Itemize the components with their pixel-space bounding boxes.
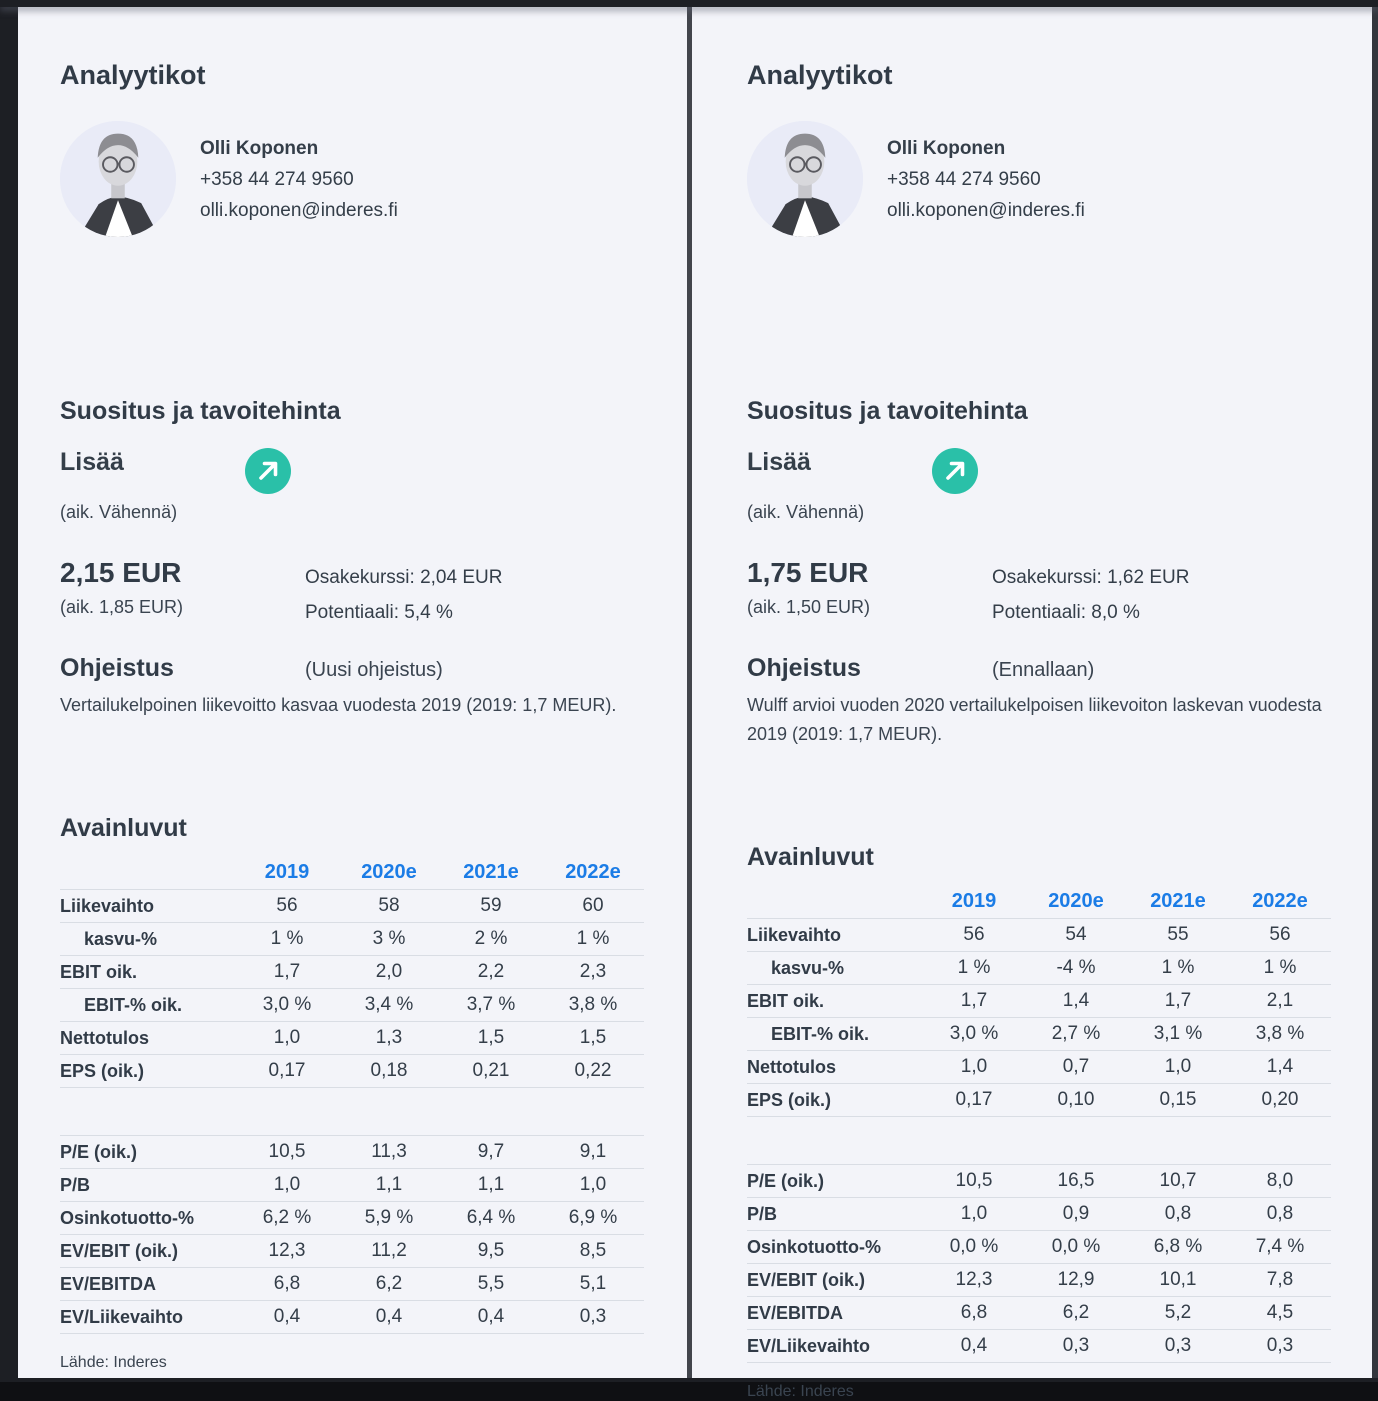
row-label: kasvu-% (84, 928, 158, 949)
column-header: 2021e (1150, 889, 1206, 912)
cell-value: 9,7 (477, 1141, 505, 1162)
table-row (747, 919, 1331, 952)
cell-value: 1,5 (579, 1027, 607, 1048)
cell-value: 0,0 % (949, 1236, 999, 1257)
cell-value: 2,3 (579, 961, 607, 982)
recommendation-section (60, 397, 647, 630)
cell-value: 1,0 (273, 1174, 301, 1195)
table-row (747, 1165, 1331, 1198)
row-label: EV/Liikevaihto (747, 1335, 871, 1356)
row-label: Nettotulos (747, 1056, 836, 1077)
cell-value: 0,17 (955, 1089, 993, 1110)
cell-value: 0,18 (370, 1060, 408, 1081)
cell-value: 8,5 (579, 1240, 607, 1261)
cell-value: 16,5 (1057, 1170, 1095, 1191)
analyst-portrait-photo (747, 121, 863, 237)
recommendation-title: Suositus ja tavoitehinta (747, 397, 1028, 425)
potential: Potentiaali: 8,0 % (992, 602, 1140, 623)
cell-value: 10,1 (1159, 1269, 1197, 1290)
cell-value: 2,1 (1266, 990, 1294, 1011)
cell-value: 6,8 % (1153, 1236, 1203, 1257)
key-figures-table (60, 855, 644, 1334)
key-figures-section (60, 814, 647, 1372)
table-row (60, 1235, 644, 1268)
cell-value: 56 (963, 924, 985, 945)
table-group-top (747, 919, 1331, 1117)
column-header: 2019 (951, 889, 997, 912)
recommendation-title: Suositus ja tavoitehinta (60, 397, 341, 425)
table-header-row (747, 884, 1331, 919)
row-label: Nettotulos (60, 1027, 149, 1048)
column-header: 2020e (361, 860, 417, 883)
report-page-left (18, 7, 687, 1378)
potential: Potentiaali: 5,4 % (305, 602, 453, 623)
analyst-phone: +358 44 274 9560 (200, 169, 354, 190)
analyst-name: Olli Koponen (887, 138, 1006, 159)
analyst-email: olli.koponen@inderes.fi (200, 200, 398, 221)
cell-value: 6,4 % (466, 1207, 516, 1228)
cell-value: 5,2 (1164, 1302, 1192, 1323)
cell-value: 3 % (372, 928, 406, 949)
column-header: 2022e (565, 860, 621, 883)
row-label: EV/EBITDA (60, 1273, 157, 1294)
cell-value: 0,9 (1062, 1203, 1090, 1224)
table-row (747, 1231, 1331, 1264)
cell-value: 6,2 (1062, 1302, 1090, 1323)
analyst-card (60, 121, 647, 237)
table-row (747, 1297, 1331, 1330)
table-row (60, 1301, 644, 1334)
cell-value: 12,3 (268, 1240, 306, 1261)
table-row (60, 1055, 644, 1088)
row-label: P/E (oik.) (747, 1170, 825, 1191)
cell-value: 0,4 (477, 1306, 505, 1327)
table-gap (60, 1088, 644, 1135)
guidance-text: Wulff arvioi vuoden 2020 vertailukelpoisen liikevoiton laskevan vuodesta 2019 (2019: 1,7 MEUR). (747, 695, 1322, 744)
cell-value: 3,8 % (568, 994, 618, 1015)
cell-value: 0,3 (579, 1306, 607, 1327)
row-label: P/B (747, 1203, 778, 1224)
cell-value: 1 % (957, 957, 991, 978)
row-label: EBIT oik. (60, 961, 138, 982)
target-price: 2,15 EUR (60, 557, 182, 588)
previous-rating: (aik. Vähennä) (747, 502, 865, 522)
cell-value: 1,7 (273, 961, 301, 982)
cell-value: 1 % (270, 928, 304, 949)
cell-value: 60 (582, 895, 604, 916)
cell-value: 56 (276, 895, 298, 916)
table-row (747, 1051, 1331, 1084)
cell-value: 1,0 (273, 1027, 301, 1048)
row-label: EPS (oik.) (747, 1089, 832, 1110)
rating-label: Lisää (60, 448, 124, 476)
cell-value: -4 % (1056, 957, 1096, 978)
cell-value: 1,4 (1062, 990, 1090, 1011)
key-figures-table (747, 884, 1331, 1363)
table-row (747, 985, 1331, 1018)
row-label: EPS (oik.) (60, 1060, 145, 1081)
table-row (60, 1136, 644, 1169)
target-price: 1,75 EUR (747, 557, 869, 588)
cell-value: 8,0 (1266, 1170, 1294, 1191)
frame-left-bar (0, 7, 18, 1378)
row-label: P/B (60, 1174, 91, 1195)
cell-value: 1 % (1161, 957, 1195, 978)
cell-value: 5,5 (477, 1273, 505, 1294)
cell-value: 9,5 (477, 1240, 505, 1261)
arrow-up-right-icon (932, 448, 978, 494)
row-label: P/E (oik.) (60, 1141, 138, 1162)
previous-target-price: (aik. 1,50 EUR) (747, 597, 871, 617)
cell-value: 1,0 (1164, 1056, 1192, 1077)
table-header-row (60, 855, 644, 890)
analyst-avatar (60, 121, 176, 237)
guidance-title: Ohjeistus (747, 654, 861, 682)
cell-value: 0,4 (960, 1335, 988, 1356)
key-figures-title: Avainluvut (747, 843, 874, 871)
analyst-name: Olli Koponen (200, 138, 319, 159)
table-row (747, 1264, 1331, 1297)
cell-value: 10,7 (1159, 1170, 1197, 1191)
row-label: kasvu-% (771, 957, 845, 978)
share-price: Osakekurssi: 1,62 EUR (992, 567, 1190, 588)
column-header: 2021e (463, 860, 519, 883)
cell-value: 54 (1065, 924, 1087, 945)
cell-value: 0,21 (472, 1060, 510, 1081)
cell-value: 5,1 (579, 1273, 607, 1294)
table-row (60, 1022, 644, 1055)
guidance-status: (Ennallaan) (992, 659, 1095, 681)
cell-value: 0,0 % (1051, 1236, 1101, 1257)
analysts-title: Analyytikot (60, 60, 206, 90)
source-note: Lähde: Inderes (747, 1383, 854, 1400)
guidance-status: (Uusi ohjeistus) (305, 659, 443, 681)
cell-value: 1 % (576, 928, 610, 949)
arrow-up-right-icon (245, 448, 291, 494)
cell-value: 3,0 % (262, 994, 312, 1015)
row-label: Liikevaihto (60, 895, 155, 916)
row-label: EV/EBITDA (747, 1302, 844, 1323)
analyst-phone: +358 44 274 9560 (887, 169, 1041, 190)
cell-value: 3,8 % (1255, 1023, 1305, 1044)
table-row (747, 1018, 1331, 1051)
cell-value: 5,9 % (364, 1207, 414, 1228)
frame-bottom-bar (0, 1378, 1378, 1382)
row-label: EBIT-% oik. (771, 1023, 870, 1044)
cell-value: 56 (1269, 924, 1291, 945)
cell-value: 7,8 (1266, 1269, 1294, 1290)
cell-value: 0,4 (375, 1306, 403, 1327)
cell-value: 1,1 (375, 1174, 403, 1195)
previous-rating: (aik. Vähennä) (60, 502, 178, 522)
cell-value: 1,7 (1164, 990, 1192, 1011)
key-figures-section (747, 843, 1334, 1401)
guidance-title: Ohjeistus (60, 654, 174, 682)
cell-value: 1,5 (477, 1027, 505, 1048)
table-row (747, 1330, 1331, 1363)
cell-value: 12,9 (1057, 1269, 1095, 1290)
table-row (60, 923, 644, 956)
cell-value: 2,2 (477, 961, 505, 982)
column-header: 2020e (1048, 889, 1104, 912)
table-row (60, 956, 644, 989)
cell-value: 1,4 (1266, 1056, 1294, 1077)
report-page-right (692, 7, 1372, 1400)
cell-value: 6,8 (960, 1302, 988, 1323)
cell-value: 0,10 (1057, 1089, 1095, 1110)
cell-value: 6,2 (375, 1273, 403, 1294)
cell-value: 0,3 (1062, 1335, 1090, 1356)
table-row (60, 1169, 644, 1202)
table-group-top (60, 890, 644, 1088)
cell-value: 6,9 % (568, 1207, 618, 1228)
table-row (60, 989, 644, 1022)
source-note: Lähde: Inderes (60, 1354, 167, 1371)
cell-value: 12,3 (955, 1269, 993, 1290)
cell-value: 3,4 % (364, 994, 414, 1015)
cell-value: 11,3 (371, 1141, 407, 1162)
cell-value: 59 (480, 895, 502, 916)
row-label: EBIT-% oik. (84, 994, 183, 1015)
cell-value: 1,3 (375, 1027, 403, 1048)
cell-value: 1 % (1263, 957, 1297, 978)
cell-value: 3,0 % (949, 1023, 999, 1044)
guidance-section (747, 654, 1334, 749)
row-label: EV/Liikevaihto (60, 1306, 184, 1327)
rating-label: Lisää (747, 448, 811, 476)
analysts-title: Analyytikot (747, 60, 893, 90)
cell-value: 1,0 (960, 1056, 988, 1077)
row-label: EV/EBIT (oik.) (60, 1240, 179, 1261)
cell-value: 7,4 % (1255, 1236, 1305, 1257)
previous-target-price: (aik. 1,85 EUR) (60, 597, 184, 617)
cell-value: 2,0 (375, 961, 403, 982)
cell-value: 0,3 (1266, 1335, 1294, 1356)
table-group-bottom (747, 1164, 1331, 1363)
cell-value: 10,5 (955, 1170, 993, 1191)
cell-value: 0,8 (1164, 1203, 1192, 1224)
analyst-portrait-photo (60, 121, 176, 237)
table-row (60, 890, 644, 923)
cell-value: 58 (378, 895, 400, 916)
cell-value: 11,2 (371, 1240, 407, 1261)
column-header: 2022e (1252, 889, 1308, 912)
cell-value: 2 % (474, 928, 508, 949)
table-row (60, 1202, 644, 1235)
cell-value: 1,0 (579, 1174, 607, 1195)
cell-value: 10,5 (268, 1141, 306, 1162)
row-label: Liikevaihto (747, 924, 842, 945)
cell-value: 3,7 % (466, 994, 516, 1015)
analyst-avatar (747, 121, 863, 237)
cell-value: 0,15 (1159, 1089, 1197, 1110)
cell-value: 0,17 (268, 1060, 306, 1081)
cell-value: 6,8 (273, 1273, 301, 1294)
share-price: Osakekurssi: 2,04 EUR (305, 567, 503, 588)
cell-value: 0,20 (1261, 1089, 1299, 1110)
row-label: EBIT oik. (747, 990, 825, 1011)
guidance-text: Vertailukelpoinen liikevoitto kasvaa vuodesta 2019 (2019: 1,7 MEUR). (60, 695, 617, 715)
table-group-bottom (60, 1135, 644, 1334)
table-row (747, 1198, 1331, 1231)
table-gap (747, 1117, 1331, 1164)
guidance-section (60, 654, 647, 720)
cell-value: 3,1 % (1153, 1023, 1203, 1044)
cell-value: 0,8 (1266, 1203, 1294, 1224)
column-header: 2019 (264, 860, 310, 883)
table-row (747, 1084, 1331, 1117)
analyst-card (747, 121, 1334, 237)
row-label: Osinkotuotto-% (60, 1207, 194, 1228)
cell-value: 2,7 % (1051, 1023, 1101, 1044)
cell-value: 6,2 % (262, 1207, 312, 1228)
cell-value: 0,4 (273, 1306, 301, 1327)
cell-value: 0,3 (1164, 1335, 1192, 1356)
row-label: EV/EBIT (oik.) (747, 1269, 866, 1290)
frame-right-bar (1372, 7, 1378, 1378)
cell-value: 0,22 (574, 1060, 612, 1081)
analyst-email: olli.koponen@inderes.fi (887, 200, 1085, 221)
cell-value: 4,5 (1266, 1302, 1294, 1323)
row-label: Osinkotuotto-% (747, 1236, 881, 1257)
table-row (60, 1268, 644, 1301)
cell-value: 55 (1167, 924, 1189, 945)
frame-top-bar (0, 0, 1378, 7)
cell-value: 0,7 (1062, 1056, 1090, 1077)
cell-value: 1,0 (960, 1203, 988, 1224)
recommendation-section (747, 397, 1334, 630)
key-figures-title: Avainluvut (60, 814, 187, 842)
table-row (747, 952, 1331, 985)
cell-value: 1,1 (477, 1174, 505, 1195)
cell-value: 1,7 (960, 990, 988, 1011)
cell-value: 9,1 (579, 1141, 607, 1162)
